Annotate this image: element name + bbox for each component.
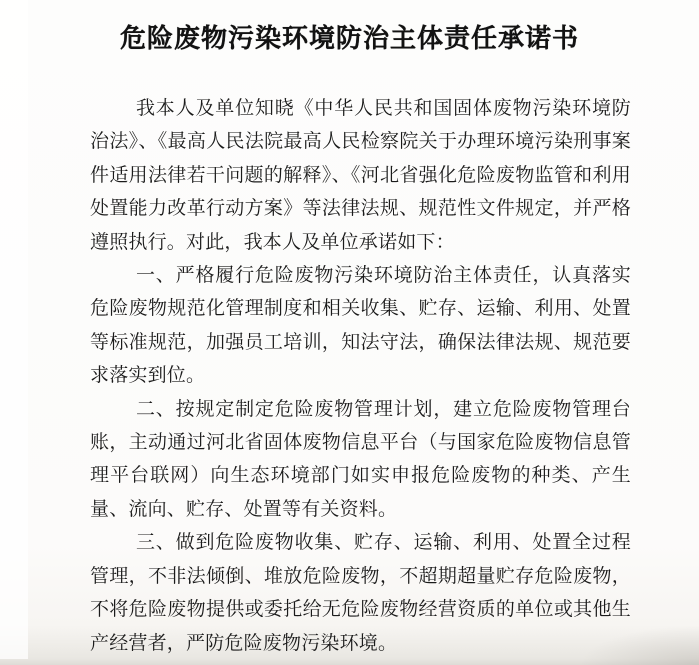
document-paragraph-item-2: 二、按规定制定危险废物管理计划，建立危险废物管理台账，主动通过河北省固体废物信息平台（与国家危险废物信息管理平台联网）向生态环境部门如实申报危险废物的种类、产生量、流向、贮存、处置等有关资料。 (90, 398, 631, 520)
document-paragraph-item-3: 三、做到危险废物收集、贮存、运输、利用、处置全过程管理，不非法倾倒、堆放危险废物，不超期超量贮存危险废物，不将危险废物提供或委托给无危险废物经营资质的单位或其他生产经营者，严防危险废物污染环境。 (90, 532, 631, 654)
document-title: 危险废物污染环境防治主体责任承诺书 (119, 24, 579, 53)
document-paragraph-intro: 我本人及单位知晓《中华人民共和国固体废物污染环境防治法》、《最高人民法院最高人民检察院关于办理环境污染刑事案件适用法律若干问题的解释》、《河北省强化危险废物监管和利用处置能力改革行动方案》等法律法规、规范性文件规定，并严格遵照执行。对此，我本人及单位承诺如下： (90, 98, 631, 253)
document-paragraph-item-1: 一、严格履行危险废物污染环境防治主体责任，认真落实危险废物规范化管理制度和相关收集、贮存、运输、利用、处置等标准规范，加强员工培训，知法守法，确保法律法规、规范要求落实到位。 (90, 265, 631, 387)
document-body (90, 92, 631, 660)
